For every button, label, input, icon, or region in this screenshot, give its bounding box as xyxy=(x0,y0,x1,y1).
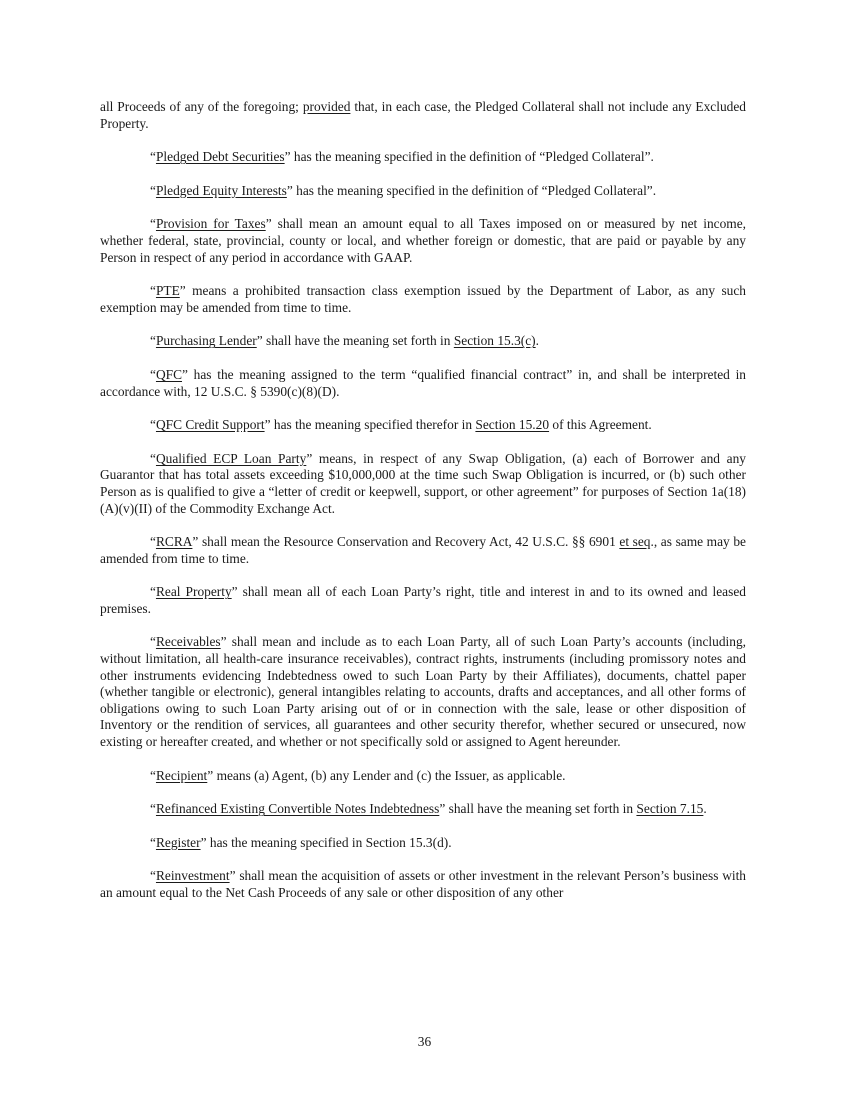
definition-paragraph xyxy=(100,283,746,316)
definition-paragraph xyxy=(100,868,746,901)
document-body xyxy=(100,99,746,919)
paragraph-text: ., as same may be amended from time to time. xyxy=(100,534,746,566)
paragraph-text: ” shall mean the acquisition of assets or other investment in the relevant Person’s business with an amount equal to the Net Cash Proceeds of any sale or other disposition of any other xyxy=(100,868,746,900)
underlined-term: PTE xyxy=(155,283,180,299)
definition-paragraph xyxy=(100,534,746,567)
underlined-term: Qualified ECP Loan Party xyxy=(155,450,307,466)
paragraph-text: “ xyxy=(150,534,156,550)
underlined-term: Section 15.3(c) xyxy=(453,333,536,349)
paragraph-text: “ xyxy=(150,634,156,650)
underlined-term: Pledged Debt Securities xyxy=(155,149,285,165)
paragraph-text: “ xyxy=(150,216,156,232)
paragraph-text: ” has the meaning specified in Section 15.3(d). xyxy=(200,834,452,850)
paragraph-text: of this Agreement. xyxy=(549,417,652,433)
underlined-term: Register xyxy=(155,834,201,850)
underlined-term: QFC xyxy=(155,366,183,382)
definition-paragraph xyxy=(100,367,746,400)
definition-paragraph xyxy=(100,801,746,818)
paragraph-text: “ xyxy=(150,149,156,165)
underlined-term: Recipient xyxy=(155,767,208,783)
paragraph-text: ” means (a) Agent, (b) any Lender and (c) the Issuer, as applicable. xyxy=(207,767,566,783)
definition-paragraph xyxy=(100,768,746,785)
paragraph-text: ” shall mean an amount equal to all Taxes imposed on or measured by net income, whether federal, state, provincial, county or local, and whether foreign or domestic, that are paid or payable by any Person in respect of any period in accordance with GAAP. xyxy=(100,216,746,265)
paragraph-text: “ xyxy=(150,182,156,198)
underlined-term: Reinvestment xyxy=(155,868,230,884)
paragraph-text: “ xyxy=(150,834,156,850)
definition-paragraph xyxy=(100,149,746,166)
paragraph-text: ” has the meaning specified in the definition of “Pledged Collateral”. xyxy=(286,182,657,198)
paragraph-text: ” shall mean all of each Loan Party’s right, title and interest in and to its owned and leased premises. xyxy=(100,584,746,616)
paragraph-text: ” has the meaning specified in the definition of “Pledged Collateral”. xyxy=(284,149,654,165)
paragraph-text: “ xyxy=(150,333,156,349)
paragraph-text: ” shall have the meaning set forth in xyxy=(256,333,454,349)
underlined-term: Receivables xyxy=(155,634,221,650)
paragraph-text: ” means, in respect of any Swap Obligation, (a) each of Borrower and any Guarantor that has total assets exceeding $10,000,000 at the time such Swap Obligation is incurred, or (b) such other Person as is qualified to give a “letter of credit or keepwell, support, or other agreement” for purposes of Section 1a(18)(A)(v)(II) of the Commodity Exchange Act. xyxy=(100,450,746,516)
underlined-term: et seq xyxy=(619,534,651,550)
underlined-term: Pledged Equity Interests xyxy=(155,182,287,198)
paragraph-text: all Proceeds of any of the foregoing; xyxy=(100,99,303,114)
definition-paragraph xyxy=(100,634,746,750)
paragraph-text: . xyxy=(703,801,707,817)
paragraph-text: ” has the meaning specified therefor in xyxy=(264,417,476,433)
definition-paragraph xyxy=(100,216,746,266)
underlined-term: Provision for Taxes xyxy=(155,216,266,232)
underlined-term: provided xyxy=(302,99,351,114)
definition-paragraph xyxy=(100,99,746,132)
page-number: 36 xyxy=(417,1034,432,1049)
paragraph-text: “ xyxy=(150,417,156,433)
paragraph-text: ” shall mean the Resource Conservation and Recovery Act, 42 U.S.C. §§ 6901 xyxy=(192,534,620,550)
paragraph-text: . xyxy=(535,333,539,349)
underlined-term: Purchasing Lender xyxy=(155,333,257,349)
paragraph-text: ” shall have the meaning set forth in xyxy=(439,801,637,817)
underlined-term: RCRA xyxy=(155,534,193,550)
underlined-term: Refinanced Existing Convertible Notes Indebtedness xyxy=(155,801,440,817)
underlined-term: Section 15.20 xyxy=(475,417,550,433)
paragraph-text: “ xyxy=(150,801,156,817)
definition-paragraph xyxy=(100,835,746,852)
paragraph-text: “ xyxy=(150,283,156,299)
definition-paragraph xyxy=(100,451,746,517)
underlined-term: QFC Credit Support xyxy=(155,417,265,433)
underlined-term: Real Property xyxy=(155,584,232,600)
paragraph-text: ” means a prohibited transaction class exemption issued by the Department of Labor, as any such exemption may be amended from time to time. xyxy=(100,283,746,315)
definition-paragraph xyxy=(100,333,746,350)
underlined-term: Section 7.15 xyxy=(636,801,704,817)
definition-paragraph xyxy=(100,183,746,200)
paragraph-text: “ xyxy=(150,868,156,884)
paragraph-text: ” has the meaning assigned to the term “qualified financial contract” in, and shall be interpreted in accordance with, 12 U.S.C. § 5390(c)(8)(D). xyxy=(100,366,746,399)
paragraph-text: “ xyxy=(150,366,156,382)
paragraph-text: “ xyxy=(150,767,156,783)
paragraph-text: that, in each case, the Pledged Collateral shall not include any Excluded Property. xyxy=(100,99,746,131)
definition-paragraph xyxy=(100,584,746,617)
paragraph-text: “ xyxy=(150,450,156,466)
paragraph-text: “ xyxy=(150,584,156,600)
paragraph-text: ” shall mean and include as to each Loan Party, all of such Loan Party’s accounts (including, without limitation, all health-care insurance receivables), contract rights, instruments (including promissory notes and other instruments evidencing Indebtedness owed to such Loan Party by their Affiliates), documents, chattel paper (whether tangible or electronic), general intangibles relating to accounts, drafts and acceptances, and all other forms of obligations owing to such Loan Party arising out of or in connection with the sale, lease or other disposition of Inventory or the rendition of services, all guarantees and other security therefor, whether secured or unsecured, now existing or hereafter created, and whether or not specifically sold or assigned to Agent hereunder. xyxy=(100,634,746,750)
definition-paragraph xyxy=(100,417,746,434)
